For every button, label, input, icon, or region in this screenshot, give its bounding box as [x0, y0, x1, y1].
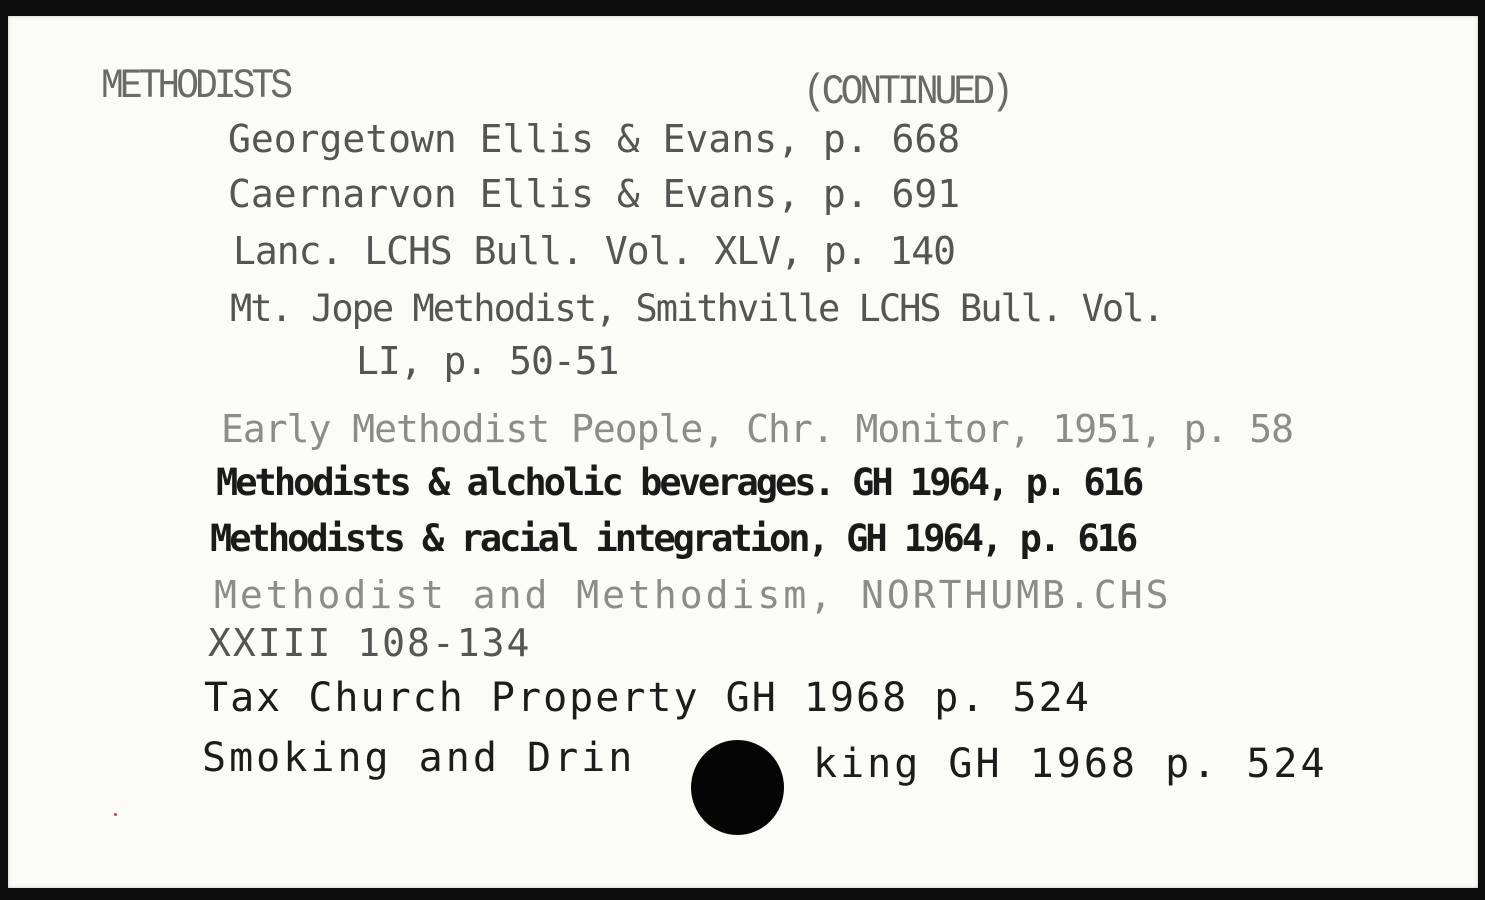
punch-hole [691, 740, 784, 835]
entry-methodist-and-methodism: Methodist and Methodism, NORTHUMB.CHS [214, 573, 1172, 617]
entry-smoking-drinking-part1: Smoking and Drin [202, 735, 636, 781]
entry-tax-church-property: Tax Church Property GH 1968 p. 524 [204, 675, 1091, 721]
entry-methodism-cont: XXIII 108-134 [208, 621, 532, 665]
entry-early-methodist-people: Early Methodist People, Chr. Monitor, 1951, p. 58 [221, 407, 1294, 451]
entry-mt-jope-methodist-cont: LI, p. 50-51 [356, 339, 619, 383]
continued-label: (CONTINUED) [803, 68, 1010, 117]
entry-georgetown: Georgetown Ellis & Evans, p. 668 [228, 117, 961, 161]
card-heading: METHODISTS [101, 62, 290, 111]
entry-racial-integration: Methodists & racial integration, GH 1964, p. 616 [210, 517, 1136, 560]
entry-smoking-drinking-part2: king GH 1968 p. 524 [813, 741, 1328, 787]
entry-lancaster: Lanc. LCHS Bull. Vol. XLV, p. 140 [233, 229, 955, 273]
catalog-card [8, 16, 1478, 888]
entry-mt-jope-methodist: Mt. Jope Methodist, Smithville LCHS Bull. Vol. [230, 287, 1163, 330]
entry-alcoholic-beverages: Methodists & alcholic beverages. GH 1964, p. 616 [216, 461, 1142, 504]
ink-speck [114, 813, 117, 816]
entry-caernarvon: Caernarvon Ellis & Evans, p. 691 [228, 172, 961, 216]
